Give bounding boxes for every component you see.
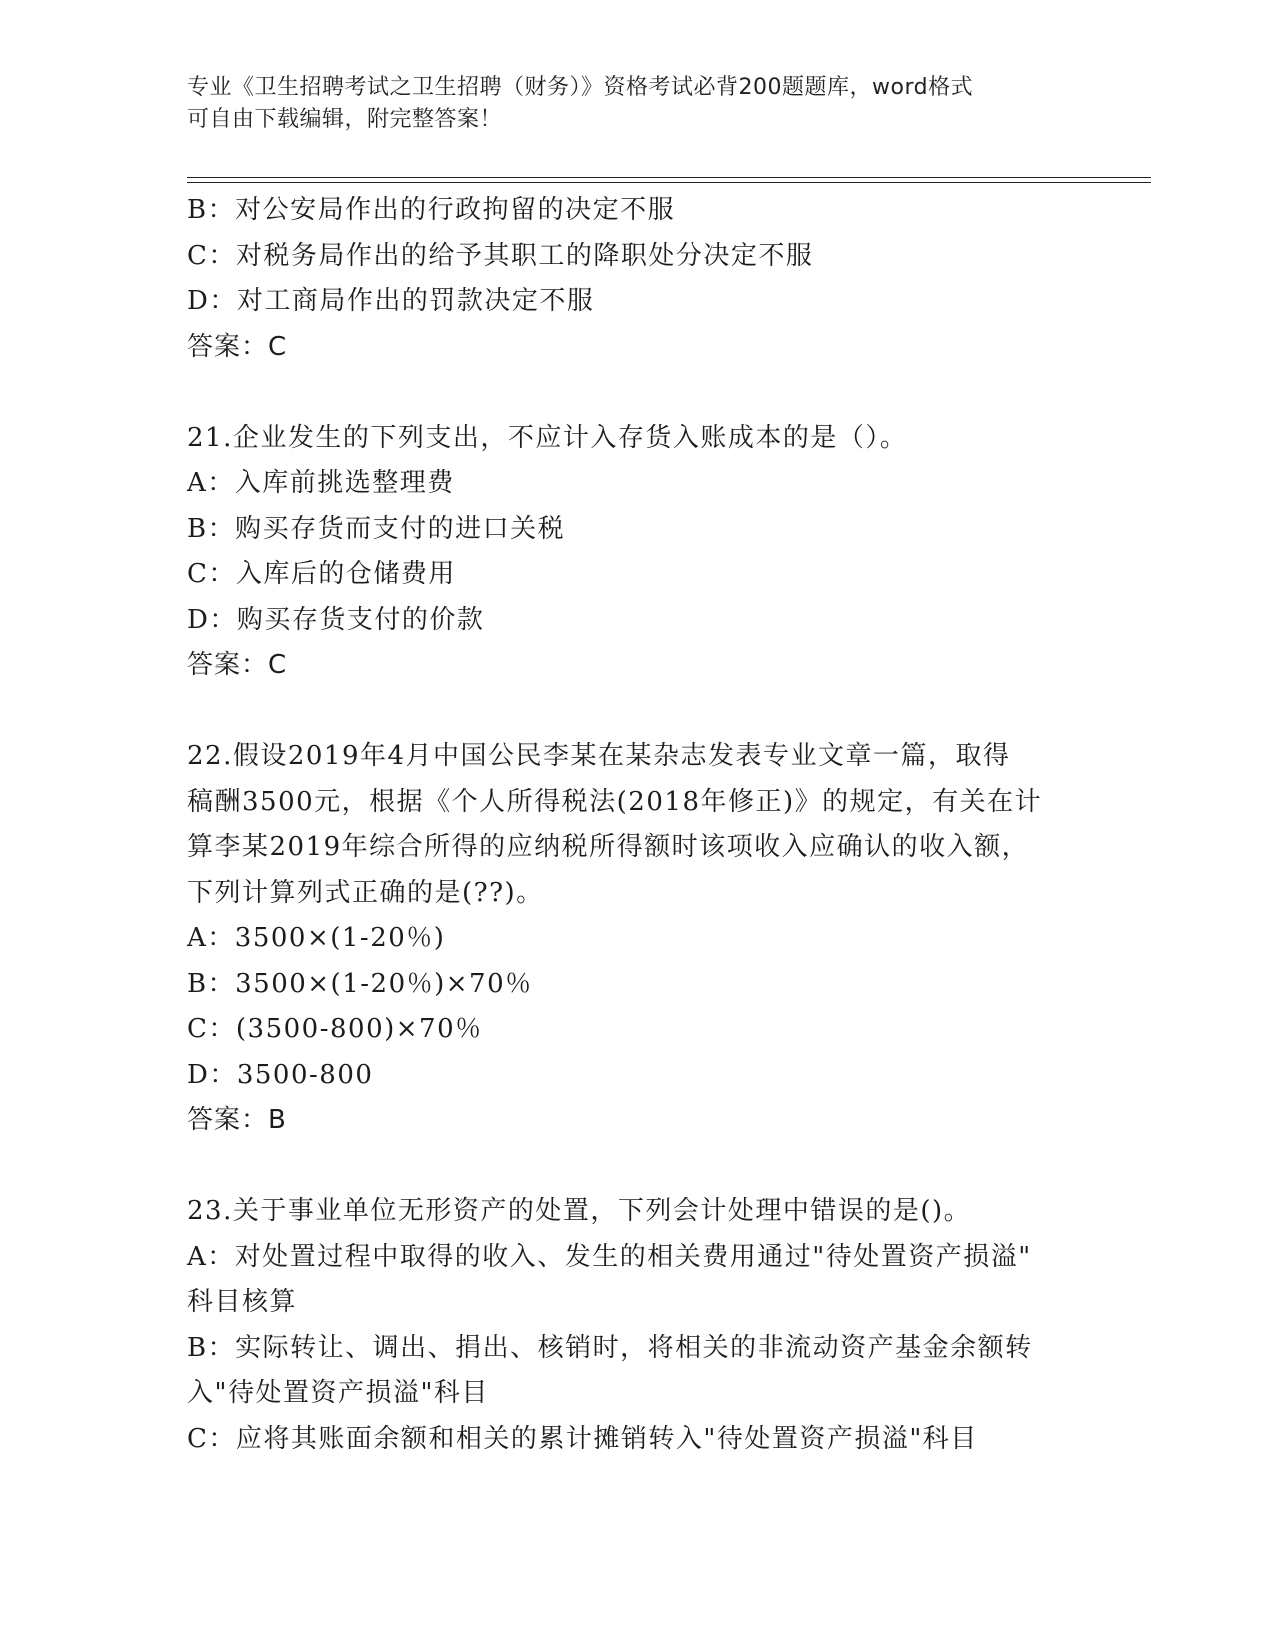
question-23 <box>187 1189 1087 1462</box>
option-a: A：3500×(1-20％) <box>187 923 446 953</box>
answer-line: 答案：C <box>187 650 288 680</box>
option-c: C：应将其账面余额和相关的累计摊销转入"待处置资产损溢"科目 <box>187 1423 978 1454</box>
header-divider-bottom <box>187 182 1151 183</box>
spacer <box>187 1144 1087 1190</box>
document-header <box>187 72 1067 136</box>
option-b-line-2: 入"待处置资产损溢"科目 <box>187 1378 489 1408</box>
question-text: 23.关于事业单位无形资产的处置，下列会计处理中错误的是()。 <box>187 1196 972 1226</box>
option-c: C：(3500-800)×70％ <box>187 1014 483 1044</box>
header-line-1: 专业《卫生招聘考试之卫生招聘（财务）》资格考试必背200题题库，word格式 <box>187 75 974 100</box>
option-b-line-1: B：实际转让、调出、捐出、核销时，将相关的非流动资产基金余额转 <box>187 1332 1033 1363</box>
question-text: 21.企业发生的下列支出，不应计入存货入账成本的是（）。 <box>187 422 908 453</box>
option-c: C：对税务局作出的给予其职工的降职处分决定不服 <box>187 240 814 271</box>
option-a-line-1: A：对处置过程中取得的收入、发生的相关费用通过"待处置资产损溢" <box>187 1241 1032 1272</box>
header-line-2: 可自由下载编辑，附完整答案！ <box>187 107 503 132</box>
option-b: B：购买存货而支付的进口关税 <box>187 513 566 544</box>
option-a-line-2: 科目核算 <box>187 1287 298 1317</box>
header-divider-top <box>187 177 1151 178</box>
option-d: D：3500-800 <box>187 1059 374 1090</box>
question-text-line-1: 22.假设2019年4月中国公民李某在某杂志发表专业文章一篇，取得 <box>187 741 1011 771</box>
question-text-line-2: 稿酬3500元，根据《个人所得税法(2018年修正)》的规定，有关在计 <box>187 786 1043 817</box>
answer-line: 答案：B <box>187 1105 287 1135</box>
question-22 <box>187 734 1087 1144</box>
question-text-line-3: 算李某2019年综合所得的应纳税所得额时该项收入应确认的收入额， <box>187 832 1030 862</box>
option-b: B：对公安局作出的行政拘留的决定不服 <box>187 195 676 225</box>
option-d: D：购买存货支付的价款 <box>187 604 485 635</box>
spacer <box>187 689 1087 735</box>
answer-line: 答案：C <box>187 331 288 362</box>
option-b: B：3500×(1-20％)×70％ <box>187 968 533 999</box>
spacer <box>187 370 1087 416</box>
question-20-tail <box>187 188 1087 370</box>
question-content <box>187 188 1087 1462</box>
question-text-line-4: 下列计算列式正确的是(??)。 <box>187 877 544 908</box>
question-21 <box>187 416 1087 689</box>
option-c: C：入库后的仓储费用 <box>187 559 456 589</box>
option-d: D：对工商局作出的罚款决定不服 <box>187 286 595 316</box>
option-a: A：入库前挑选整理费 <box>187 468 455 498</box>
